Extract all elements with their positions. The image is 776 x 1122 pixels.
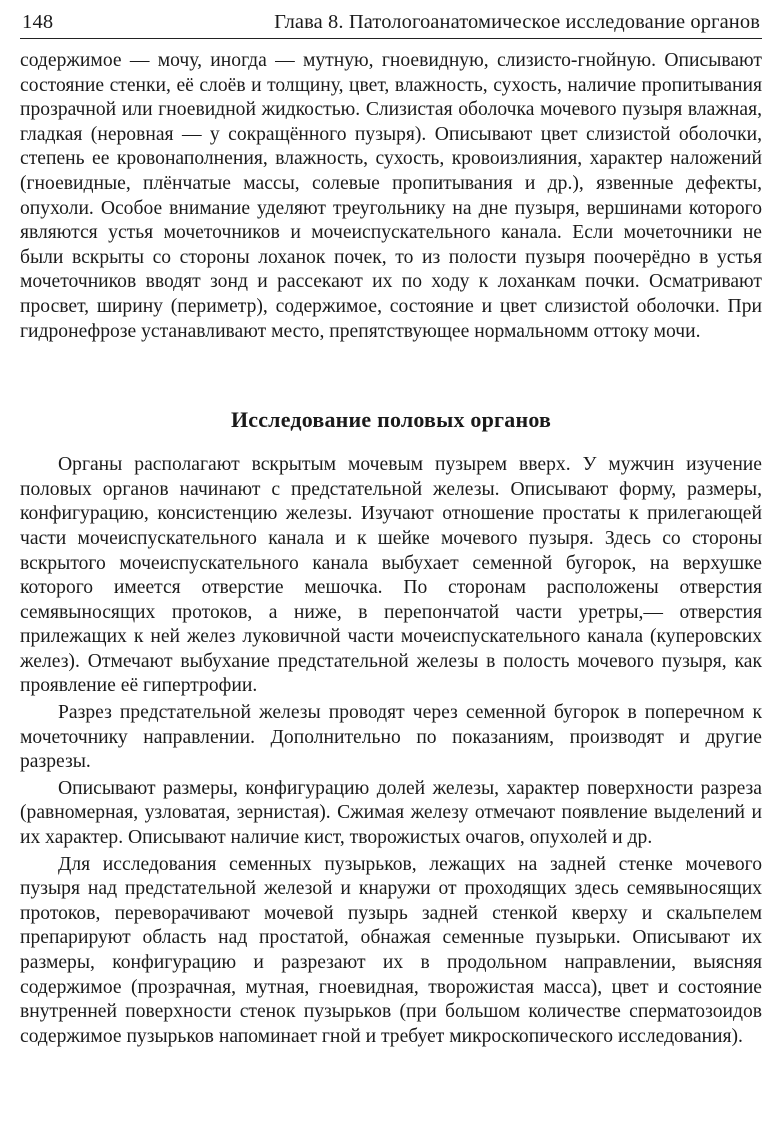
section-heading: Исследование половых органов [230, 407, 552, 433]
section-paragraph-2: Разрез предстательной железы проводят через семенной бугорок в поперечном к мочеточнику направлении. Дополнительно по показаниям, производят и другие разрезы. [20, 702, 762, 773]
paragraph-continued: содержимое — мочу, иногда — мутную, гноевидную, слизисто-гнойную. Описывают состояние стенки, её слоёв и толщину, цвет, влажность, сухость, наличие пропитывания прозрачной или гноевидной жидкостью. Слизистая оболочка мочевого пузыря влажная, гладкая (неровная — у сокращённого пузыря). Описывают цвет слизистой оболочки, степень ее кровонаполнения, влажность, сухость, кровоизлияния, характер наложений (гноевидные, плёнчатые массы, солевые пропитывания и др.), язвенные дефекты, опухоли. Особое внимание уделяют треугольнику на дне пузыря, вершинами которого являются устья мочеточников и мочеиспускательного канала. Если мочеточники не были вскрыты со стороны лоханок почек, то из полости пузыря поочерёдно в устья мочеточников вводят зонд и рассекают их по ходу к лоханкам почки. Осматривают просвет, ширину (периметр), содержимое, состояние и цвет слизистой оболочки. При гидронефрозе устанавливают место, препятствующее нормальномм оттоку мочи. [20, 50, 762, 342]
section-paragraph-3: Описывают размеры, конфигурацию долей железы, характер поверхности разреза (равномерная, узловатая, зернистая). Сжимая железу отмечают появление выделений и их характер. Описывают наличие кист, творожистых очагов, опухолей и др. [20, 777, 762, 849]
page-number: 148 [22, 11, 54, 33]
chapter-title: Глава 8. Патологоанатомическое исследование органов [274, 11, 760, 33]
section-paragraph-4: Для исследования семенных пузырьков, лежащих на задней стенке мочевого пузыря над предстательной железой и кнаружи от проходящих здесь семявыносящих протоков, переворачивают мочевой пузырь задней стенкой кверху и скальпелем препарируют область над простатой, обнажая семенные пузырьки. Описывают их размеры, конфигурацию и разрезают их в продольном направлении, выясняя содержимое (прозрачная, мутная, гноевидная, творожистая масса), цвет и состояние внутренней поверхности стенок пузырьков (при большом количестве сперматозоидов содержимое пузырьков напоминает гной и требует микроскопического исследования). [20, 853, 762, 1047]
section-paragraph-1: Органы располагают вскрытым мочевым пузырем вверх. У мужчин изучение половых органов начинают с предстательной железы. Описывают форму, размеры, конфигурацию, консистенцию железы. Изучают отношение простаты к прилегающей части мочеиспускательного канала и к шейке мочевого пузыря. Здесь со стороны вскрытого мочеиспускательного канала выбухает семенной бугорок, на верхушке которого имеется отверстие мешочка. По сторонам расположены отверстия семявыносящих протоков, а ниже, в перепончатой части уретры,— отверстия прилежащих к ней желез луковичной части мочеиспускательного канала (куперовских желез). Отмечают выбухание предстательной железы в полость мочевого пузыря, как проявление её гипертрофии. [20, 454, 762, 697]
book-page [20, 10, 762, 1116]
running-head [20, 10, 762, 39]
